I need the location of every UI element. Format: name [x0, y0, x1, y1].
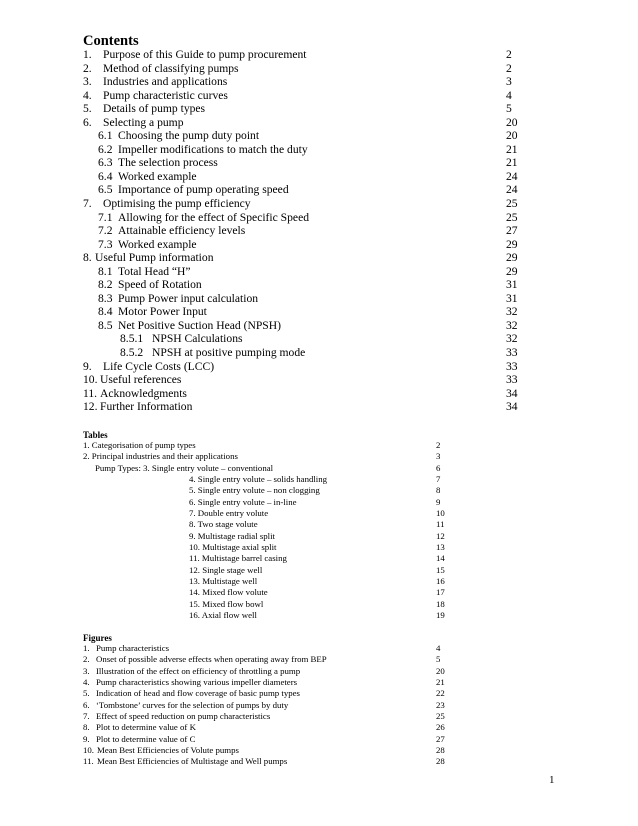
- figure-list-label: Effect of speed reduction on pump characteristics: [96, 711, 271, 722]
- figure-list-item: [0, 756, 638, 767]
- table-list-label: 7. Double entry volute: [189, 508, 269, 519]
- table-list-label: 11. Multistage barrel casing: [189, 553, 287, 564]
- figure-list-number: 11.: [83, 756, 94, 767]
- figure-list-label: Illustration of the effect on efficiency of throttling a pump: [96, 665, 301, 676]
- figure-list-item: [0, 700, 638, 711]
- toc-entry-title: Acknowledgments: [100, 386, 187, 400]
- tables-heading: Tables: [83, 430, 108, 440]
- toc-entry-title: Attainable efficiency levels: [118, 224, 246, 238]
- figure-list-number: 3.: [83, 665, 90, 676]
- figures-heading: Figures: [83, 633, 112, 643]
- toc-entry: [0, 143, 638, 157]
- toc-entry: [0, 89, 638, 103]
- table-list-label: 6. Single entry volute – in-line: [189, 496, 297, 507]
- toc-entry-number: 7.1: [98, 210, 113, 224]
- toc-entry-page: 31: [506, 291, 518, 305]
- toc-entry-page: 34: [506, 386, 518, 400]
- toc-entry-page: 33: [506, 346, 518, 360]
- table-list-item: [0, 553, 638, 564]
- toc-entry-title: Importance of pump operating speed: [118, 183, 289, 197]
- toc-entry: [0, 197, 638, 211]
- toc-entry-number: 7.: [83, 197, 92, 211]
- table-list-label: 1. Categorisation of pump types: [83, 440, 196, 450]
- table-list-page: 9: [436, 496, 441, 507]
- table-list-page: 6: [436, 462, 441, 473]
- toc-entry-number: 6.3: [98, 156, 113, 170]
- toc-entry-page: 20: [506, 115, 518, 129]
- figure-list-page: 21: [436, 677, 445, 688]
- toc-entry-title: Further Information: [100, 400, 193, 414]
- figure-list-label: ‘Tombstone’ curves for the selection of pumps by duty: [96, 699, 289, 710]
- toc-entry-page: 29: [506, 251, 518, 265]
- toc-entry-page: 34: [506, 400, 518, 414]
- toc-entry-title: Speed of Rotation: [118, 278, 202, 292]
- toc-entry-number: 2.: [83, 61, 92, 75]
- figure-list-label: Onset of possible adverse effects when operating away from BEP: [96, 654, 327, 665]
- toc-entry: [0, 292, 638, 306]
- toc-entry: [0, 332, 638, 346]
- toc-entry-number: 6.2: [98, 142, 113, 156]
- toc-entry-number: 7.3: [98, 237, 113, 251]
- figure-list-number: 5.: [83, 688, 90, 699]
- table-list-item: [0, 485, 638, 496]
- toc-entry-page: 20: [506, 129, 518, 143]
- toc-entry-title: Useful references: [100, 373, 182, 387]
- table-list-item: [0, 599, 638, 610]
- contents-title: Contents: [83, 33, 139, 49]
- toc-entry: [0, 373, 638, 387]
- toc-entry-title: The selection process: [118, 156, 218, 170]
- table-list-item: [0, 565, 638, 576]
- toc-entry: [0, 48, 638, 62]
- table-list-label: 5. Single entry volute – non clogging: [189, 485, 320, 496]
- toc-entry-title: Useful Pump information: [95, 251, 214, 265]
- table-list-label: 10. Multistage axial split: [189, 542, 277, 553]
- toc-entry-page: 32: [506, 332, 518, 346]
- table-list-item: [0, 519, 638, 530]
- table-of-contents: [0, 48, 638, 414]
- toc-entry-number: 8.5.2: [120, 346, 144, 360]
- toc-entry-page: 29: [506, 264, 518, 278]
- table-list-label: 2. Principal industries and their applications: [83, 451, 238, 462]
- toc-entry-number: 6.5: [98, 183, 113, 197]
- toc-entry-number: 8.2: [98, 278, 113, 292]
- toc-entry: [0, 238, 638, 252]
- toc-entry: [0, 305, 638, 319]
- table-list-item: [0, 440, 638, 451]
- figure-list-item: [0, 688, 638, 699]
- toc-entry-title: 12.: [83, 400, 98, 414]
- figure-list-number: 1.: [83, 643, 90, 653]
- figure-list-label: Pump characteristics showing various impeller diameters: [96, 677, 298, 688]
- figure-list-number: 4.: [83, 677, 90, 688]
- toc-entry-page: 32: [506, 318, 518, 332]
- table-list-page: 7: [436, 474, 441, 485]
- figure-list-page: 27: [436, 733, 445, 744]
- table-list-page: 17: [436, 587, 445, 598]
- figure-list-label: Plot to determine value of K: [96, 722, 196, 733]
- toc-entry-title: 10.: [83, 373, 98, 387]
- table-list-label: 9. Multistage radial split: [189, 530, 276, 541]
- table-list-item: [0, 587, 638, 598]
- figure-list-label: Mean Best Efficiencies of Multistage and Well pumps: [97, 756, 288, 767]
- toc-entry-number: 7.2: [98, 224, 113, 238]
- toc-entry-number: 8.5.1: [120, 332, 144, 346]
- figure-list-number: 10.: [83, 745, 94, 756]
- toc-entry-number: 5.: [83, 102, 92, 116]
- table-list-item: [0, 508, 638, 519]
- figure-list-label: Mean Best Efficiencies of Volute pumps: [97, 745, 239, 756]
- toc-entry-title: NPSH at positive pumping mode: [152, 346, 306, 360]
- toc-entry-title: 8.: [83, 251, 92, 265]
- toc-entry: [0, 116, 638, 130]
- toc-entry-page: 24: [506, 183, 518, 197]
- figure-list-page: 20: [436, 665, 445, 676]
- toc-entry-title: Industries and applications: [103, 75, 228, 89]
- toc-entry-page: 32: [506, 305, 518, 319]
- figure-list-item: [0, 745, 638, 756]
- toc-entry-number: 8.5: [98, 318, 113, 332]
- toc-entry-page: 25: [506, 210, 518, 224]
- table-list-label: 4. Single entry volute – solids handling: [189, 474, 328, 485]
- table-list-item: [0, 474, 638, 485]
- toc-entry-title: Choosing the pump duty point: [118, 129, 260, 143]
- table-list-label: 13. Multistage well: [189, 576, 258, 587]
- table-list-page: 13: [436, 542, 445, 553]
- toc-entry: [0, 183, 638, 197]
- toc-entry-page: 2: [506, 61, 512, 75]
- toc-entry: [0, 129, 638, 143]
- toc-entry-number: 4.: [83, 88, 92, 102]
- toc-entry-title: Net Positive Suction Head (NPSH): [118, 318, 281, 332]
- toc-entry: [0, 265, 638, 279]
- toc-entry-title: Motor Power Input: [118, 305, 207, 319]
- table-list-page: 15: [436, 564, 445, 575]
- figure-list-label: Pump characteristics: [96, 643, 170, 653]
- table-list-page: 10: [436, 508, 445, 519]
- figure-list-number: 8.: [83, 722, 90, 733]
- table-list-page: 12: [436, 530, 445, 541]
- toc-entry-title: Method of classifying pumps: [103, 61, 239, 75]
- toc-entry-number: 3.: [83, 75, 92, 89]
- figure-list-page: 26: [436, 722, 445, 733]
- toc-entry-page: 4: [506, 88, 512, 102]
- table-list-label: 8. Two stage volute: [189, 519, 258, 530]
- figure-list-page: 25: [436, 711, 445, 722]
- table-list-page: 11: [436, 519, 445, 530]
- toc-entry-number: 8.3: [98, 291, 113, 305]
- toc-entry-title: Life Cycle Costs (LCC): [103, 359, 215, 373]
- toc-entry-number: 9.: [83, 359, 92, 373]
- toc-entry-title: Optimising the pump efficiency: [103, 197, 251, 211]
- toc-entry-page: 29: [506, 237, 518, 251]
- table-list-page: 2: [436, 440, 441, 450]
- toc-entry-page: 5: [506, 102, 512, 116]
- tables-list: [0, 440, 638, 622]
- table-list-label: 16. Axial flow well: [189, 610, 257, 621]
- toc-entry-number: 1.: [83, 48, 92, 61]
- toc-entry: [0, 360, 638, 374]
- toc-entry-title: Pump Power input calculation: [118, 291, 259, 305]
- figure-list-item: [0, 643, 638, 654]
- toc-entry-title: Purpose of this Guide to pump procurement: [103, 48, 307, 61]
- table-list-item: [0, 497, 638, 508]
- figures-list: [0, 643, 638, 768]
- table-list-page: 19: [436, 610, 445, 621]
- toc-entry-title: Worked example: [118, 237, 197, 251]
- toc-entry: [0, 278, 638, 292]
- toc-entry-page: 2: [506, 48, 512, 61]
- toc-entry-page: 27: [506, 224, 518, 238]
- table-list-page: 18: [436, 598, 445, 609]
- toc-entry: [0, 102, 638, 116]
- page-number: 1: [549, 774, 555, 786]
- table-list-item: [0, 451, 638, 462]
- toc-entry-page: 21: [506, 142, 518, 156]
- toc-entry-number: 6.: [83, 115, 92, 129]
- table-list-item: [0, 576, 638, 587]
- toc-entry-number: 6.1: [98, 129, 113, 143]
- toc-entry: [0, 211, 638, 225]
- toc-entry-title: 11.: [83, 386, 98, 400]
- toc-entry: [0, 251, 638, 265]
- toc-entry: [0, 62, 638, 76]
- table-list-page: 16: [436, 576, 445, 587]
- toc-entry: [0, 156, 638, 170]
- table-list-label: 12. Single stage well: [189, 564, 263, 575]
- toc-entry-page: 31: [506, 278, 518, 292]
- toc-entry: [0, 346, 638, 360]
- table-list-item: [0, 463, 638, 474]
- table-list-page: 3: [436, 451, 441, 462]
- figure-list-page: 4: [436, 643, 441, 653]
- figure-list-item: [0, 722, 638, 733]
- table-list-page: 8: [436, 485, 441, 496]
- toc-entry: [0, 400, 638, 414]
- toc-entry-title: Pump characteristic curves: [103, 88, 228, 102]
- figure-list-item: [0, 666, 638, 677]
- toc-entry-title: Allowing for the effect of Specific Speed: [118, 210, 310, 224]
- table-list-label: 14. Mixed flow volute: [189, 587, 268, 598]
- toc-entry-number: 8.1: [98, 264, 113, 278]
- toc-entry-page: 33: [506, 373, 518, 387]
- table-list-label: Pump Types: 3. Single entry volute – conventional: [95, 462, 274, 473]
- toc-entry: [0, 170, 638, 184]
- toc-entry-page: 21: [506, 156, 518, 170]
- figure-list-number: 9.: [83, 733, 90, 744]
- toc-entry: [0, 319, 638, 333]
- figure-list-item: [0, 711, 638, 722]
- table-list-item: [0, 610, 638, 621]
- toc-entry-number: 8.4: [98, 305, 113, 319]
- figure-list-item: [0, 677, 638, 688]
- toc-entry-title: Selecting a pump: [103, 115, 184, 129]
- figure-list-item: [0, 654, 638, 665]
- toc-entry-number: 6.4: [98, 169, 113, 183]
- table-list-item: [0, 531, 638, 542]
- table-list-label: 15. Mixed flow bowl: [189, 598, 264, 609]
- figure-list-label: Indication of head and flow coverage of basic pump types: [96, 688, 300, 699]
- toc-entry-title: Worked example: [118, 169, 197, 183]
- figure-list-number: 2.: [83, 654, 90, 665]
- figure-list-label: Plot to determine value of C: [96, 733, 196, 744]
- toc-entry-title: NPSH Calculations: [152, 332, 243, 346]
- toc-entry-title: Details of pump types: [103, 102, 206, 116]
- figure-list-page: 28: [436, 745, 445, 756]
- toc-entry-page: 33: [506, 359, 518, 373]
- toc-entry-page: 25: [506, 197, 518, 211]
- toc-entry: [0, 224, 638, 238]
- figure-list-number: 6.: [83, 699, 90, 710]
- figure-list-page: 22: [436, 688, 445, 699]
- table-list-page: 14: [436, 553, 445, 564]
- figure-list-page: 5: [436, 654, 441, 665]
- toc-entry: [0, 387, 638, 401]
- figure-list-page: 23: [436, 699, 445, 710]
- figure-list-item: [0, 734, 638, 745]
- figure-list-number: 7.: [83, 711, 90, 722]
- toc-entry-page: 3: [506, 75, 512, 89]
- figure-list-page: 28: [436, 756, 445, 767]
- toc-entry: [0, 75, 638, 89]
- table-list-item: [0, 542, 638, 553]
- toc-entry-title: Impeller modifications to match the duty: [118, 142, 308, 156]
- toc-entry-title: Total Head “H”: [118, 264, 191, 278]
- toc-entry-page: 24: [506, 169, 518, 183]
